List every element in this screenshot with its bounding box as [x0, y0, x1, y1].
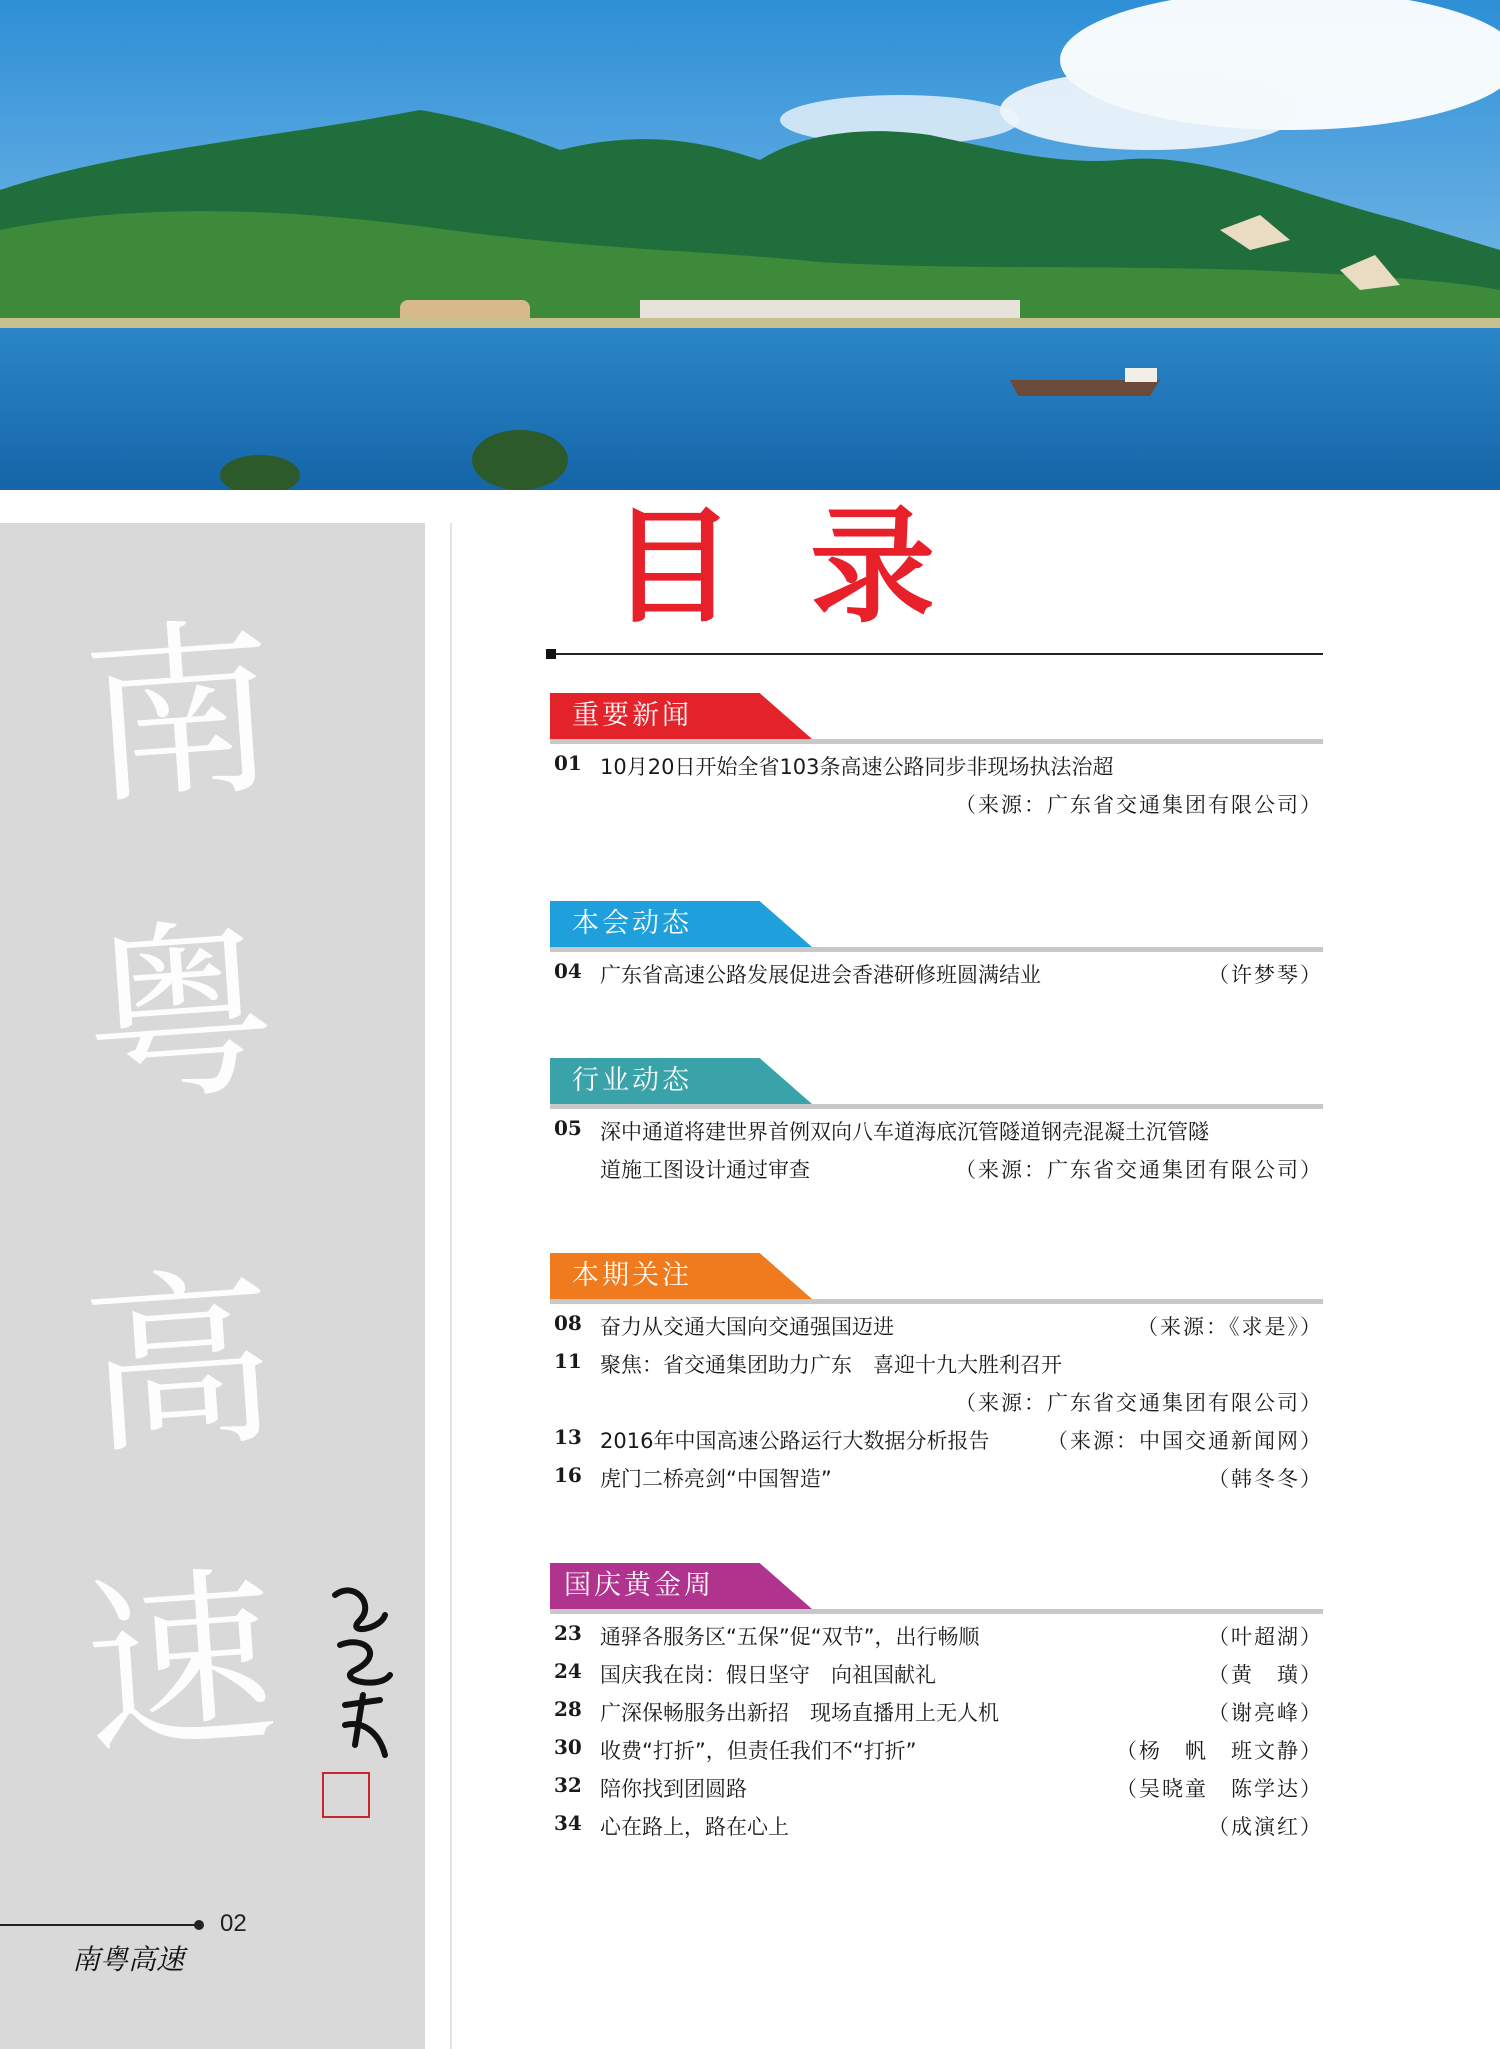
- toc-page-number: 04: [554, 959, 582, 983]
- title-rule-marker: [546, 649, 556, 659]
- section-header: [550, 901, 1323, 951]
- section-label: 本期关注: [572, 1260, 692, 1291]
- calligraphy-char: 粤: [77, 897, 283, 1132]
- toc-row[interactable]: [550, 1803, 1323, 1841]
- side-divider: [450, 523, 452, 2049]
- toc-row[interactable]: [550, 1689, 1323, 1727]
- toc-page-number: 11: [554, 1349, 582, 1373]
- signature-image: [325, 1575, 405, 1765]
- toc-row[interactable]: [550, 1765, 1323, 1803]
- toc-title: 虎门二桥亮剑“中国智造”: [600, 1467, 832, 1491]
- toc-row[interactable]: [550, 1341, 1323, 1379]
- toc-page-number: 08: [554, 1311, 582, 1335]
- seal-stamp: [322, 1772, 370, 1818]
- toc-source: （来源：《求是》）: [1137, 1315, 1323, 1339]
- toc-title: 奋力从交通大国向交通强国迈进: [600, 1315, 894, 1339]
- toc-title: 10月20日开始全省103条高速公路同步非现场执法治超: [600, 755, 1114, 779]
- toc-row: [550, 1146, 1323, 1184]
- footer-logo: 南粤高速: [72, 1943, 185, 1976]
- section-important-news: [550, 693, 1323, 819]
- toc-row: [550, 1379, 1323, 1417]
- section-label: 重要新闻: [572, 700, 692, 731]
- section-association-news: [550, 901, 1323, 989]
- section-header: [550, 1253, 1323, 1303]
- section-header: [550, 1058, 1323, 1108]
- toc-title: 通驿各服务区“五保”促“双节”，出行畅顺: [600, 1625, 980, 1649]
- toc-source: （杨 帆 班文静）: [1116, 1739, 1323, 1763]
- toc-source: （来源：广东省交通集团有限公司）: [955, 1391, 1323, 1415]
- toc-source: （谢亮峰）: [1208, 1701, 1323, 1725]
- toc-row[interactable]: [550, 1417, 1323, 1455]
- section-industry-news: [550, 1058, 1323, 1184]
- toc-source: （成演红）: [1208, 1815, 1323, 1839]
- toc-page-number: 01: [554, 751, 582, 775]
- toc-page-number: 23: [554, 1621, 582, 1645]
- toc-source: （来源：中国交通新闻网）: [1047, 1429, 1323, 1453]
- toc-source: （叶超湖）: [1208, 1625, 1323, 1649]
- toc-row[interactable]: [550, 743, 1323, 781]
- toc-title: 2016年中国高速公路运行大数据分析报告: [600, 1429, 990, 1453]
- toc-page-number: 32: [554, 1773, 582, 1797]
- page-number: 02: [220, 1910, 247, 1937]
- toc-row: [550, 781, 1323, 819]
- section-header: [550, 693, 1323, 743]
- toc-title: 陪你找到团圆路: [600, 1777, 747, 1801]
- calligraphy-char: 速: [77, 1547, 283, 1782]
- toc-source: （来源：广东省交通集团有限公司）: [955, 1158, 1323, 1182]
- toc-page-number: 30: [554, 1735, 582, 1759]
- page-title: 目录: [610, 494, 1010, 640]
- section-label: 本会动态: [572, 908, 692, 939]
- toc-page-number: 05: [554, 1116, 582, 1140]
- section-label: 国庆黄金周: [564, 1570, 714, 1601]
- toc-page-number: 13: [554, 1425, 582, 1449]
- toc-page-number: 34: [554, 1811, 582, 1835]
- toc-title: 深中通道将建世界首例双向八车道海底沉管隧道钢壳混凝土沉管隧: [600, 1120, 1209, 1144]
- toc-title: 心在路上，路在心上: [600, 1815, 789, 1839]
- toc-row[interactable]: [550, 1303, 1323, 1341]
- toc-source: （吴晓童 陈学达）: [1116, 1777, 1323, 1801]
- hero-landscape-image: [0, 0, 1500, 490]
- toc-source: （来源：广东省交通集团有限公司）: [955, 793, 1323, 817]
- toc-row[interactable]: [550, 1651, 1323, 1689]
- toc-row[interactable]: [550, 1108, 1323, 1146]
- toc-row[interactable]: [550, 1455, 1323, 1493]
- toc-title: 收费“打折”，但责任我们不“打折”: [600, 1739, 917, 1763]
- toc-title: 广深保畅服务出新招 现场直播用上无人机: [600, 1701, 999, 1725]
- toc-title: 道施工图设计通过审查: [600, 1158, 810, 1182]
- toc-source: （黄 璜）: [1208, 1663, 1323, 1687]
- title-rule: [548, 653, 1323, 655]
- toc-title: 国庆我在岗：假日坚守 向祖国献礼: [600, 1663, 936, 1687]
- calligraphy-char: 南: [77, 597, 283, 832]
- toc-row[interactable]: [550, 951, 1323, 989]
- toc-title: 聚焦：省交通集团助力广东 喜迎十九大胜利召开: [600, 1353, 1062, 1377]
- section-header: [550, 1563, 1323, 1613]
- toc-page-number: 16: [554, 1463, 582, 1487]
- section-golden-week: [550, 1563, 1323, 1841]
- toc-source: （韩冬冬）: [1208, 1467, 1323, 1491]
- toc-page-number: 24: [554, 1659, 582, 1683]
- toc-page-number: 28: [554, 1697, 582, 1721]
- toc-row[interactable]: [550, 1727, 1323, 1765]
- footer-dot: [194, 1920, 204, 1930]
- toc-row[interactable]: [550, 1613, 1323, 1651]
- footer-rule: [0, 1924, 196, 1926]
- toc-title: 广东省高速公路发展促进会香港研修班圆满结业: [600, 963, 1041, 987]
- calligraphy-char: 高: [77, 1247, 283, 1482]
- section-issue-focus: [550, 1253, 1323, 1493]
- toc-source: （许梦琴）: [1208, 963, 1323, 987]
- section-label: 行业动态: [572, 1065, 692, 1096]
